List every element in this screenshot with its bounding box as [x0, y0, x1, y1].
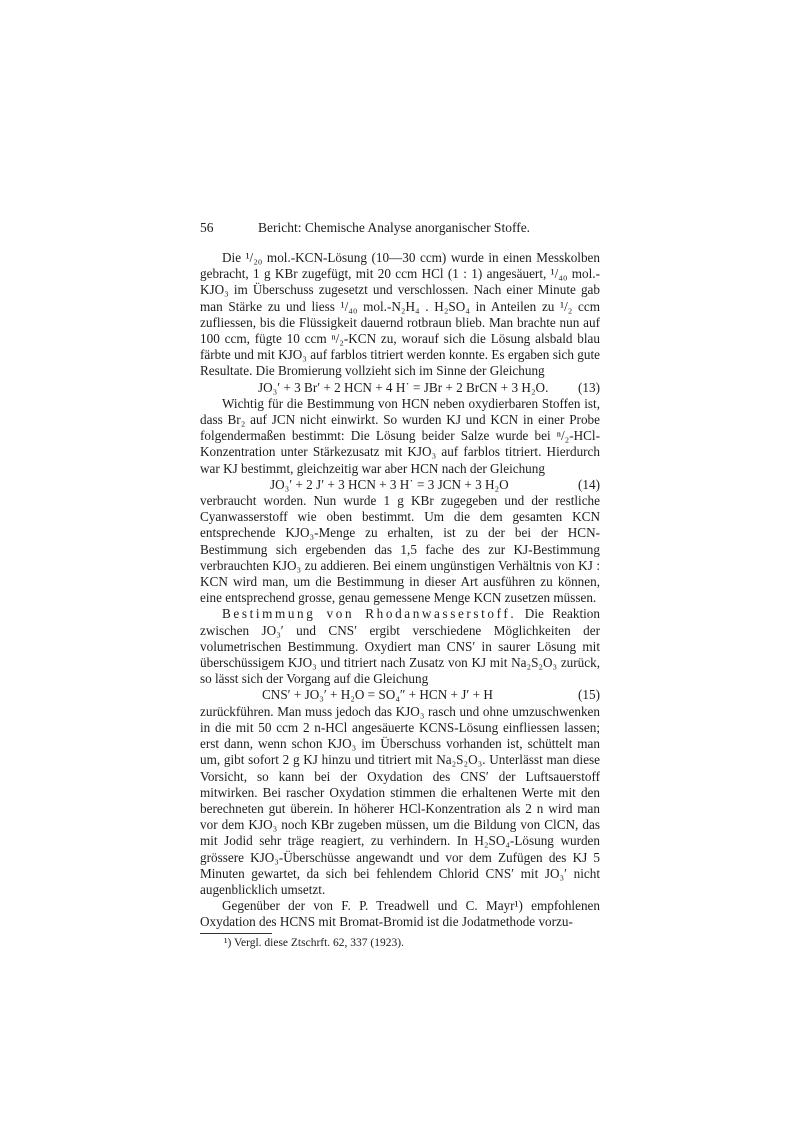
equation-14-number: (14)	[578, 476, 600, 492]
paragraph-comparison: Gegenüber der von F. P. Treadwell und C. Mayr¹) empfohlenen Oxydation des HCNS mit Bromat-Bromid ist die Jodatmethode vorzu-	[200, 898, 600, 930]
page-header	[200, 219, 600, 237]
body-text	[200, 250, 600, 951]
equation-15-formula: CNS′ + JO₃′ + H₂O = SO₄″ + HCN + J′ + H	[262, 687, 493, 703]
paragraph-procedure: zurückführen. Man muss jedoch das KJO₃ rasch und ohne umzuschwenken in die mit 50 ccm 2 n-HCl angesäuerte KCNS-Lösung einfliessen lassen; erst dann, wenn schon KJO₃ im Überschuss vorhanden ist, schüttelt man um, gibt sofort 2 g KJ hinzu und titriert mit Na₂S₂O₃. Unterlässt man diese Vorsicht, so kann bei der Oxydation des CNS′ der Luftsauerstoff mitwirken. Bei rascher Oxydation stimmen die erhaltenen Werte mit den berechneten gut überein. In höherer HCl-Konzentration als 2 n wird man vor dem KJO₃ noch KBr zugeben müssen, um die Bildung von ClCN, das mit Jodid sehr träge reagiert, zu verhindern. In H₂SO₄-Lösung wurden grössere KJO₃-Überschüsse angewandt und vor dem Zufügen des KJ 5 Minuten gewartet, da sich bei fehlendem Chlorid CNS′ mit JO₃′ nicht augenblicklich umsetzt.	[200, 703, 600, 897]
section-heading-rhodanwasserstoff: Bestimmung von Rhodanwasserstoff.	[222, 606, 517, 622]
paragraph-cyanide-method: Die ¹/₂₀ mol.-KCN-Lösung (10—30 ccm) wurde in einen Messkolben gebracht, 1 g KBr zugefügt, mit 20 ccm HCl (1 : 1) angesäuert, ¹/₄₀ mol.-KJO₃ im Überschuss zugesetzt und verschlossen. Nach einer Minute gab man Stärke zu und liess ¹/₄₀ mol.-N₂H₄ . H₂SO₄ in Anteilen zu ¹/₂ ccm zufliessen, bis die Flüssigkeit dauernd rotbraun blieb. Man brachte nun auf 100 ccm, fügte 10 ccm ⁿ/₂-KCN zu, worauf sich die Lösung alsbald blau färbte und mit KJO₃ auf farblos titriert werden konnte. Es ergaben sich gute Resultate. Die Bromierung vollzieht sich im Sinne der Gleichung	[200, 250, 600, 379]
equation-15-number: (15)	[578, 687, 600, 703]
equation-15	[200, 687, 600, 703]
running-title: Bericht: Chemische Analyse anorganischer Stoffe.	[258, 220, 531, 235]
paragraph-thiocyanate-text: Die Reaktion zwischen JO₃′ und CNS′ ergibt verschiedene Möglichkeiten der volumetrischen Bestimmung. Oxydiert man CNS′ in saurer Lösung mit überschüssigem KJO₃ und titriert nach Zusatz von KJ mit Na₂S₂O₃ zurück, so lässt sich der Vorgang auf die Gleichung	[200, 606, 600, 687]
equation-14	[200, 477, 600, 493]
paragraph-kj-kcn: Wichtig für die Bestimmung von HCN neben oxydierbaren Stoffen ist, dass Br₂ auf JCN nicht einwirkt. So wurden KJ und KCN in einer Probe folgendermaßen bestimmt: Die Lösung beider Salze wurde bei ⁿ/₂-HCl-Konzentration unter Stärkezusatz mit KJO₃ auf farblos titriert. Hierdurch war KJ bestimmt, gleichzeitig war aber HCN nach der Gleichung	[200, 395, 600, 476]
equation-13	[200, 380, 600, 396]
page-number: 56	[200, 220, 214, 235]
paragraph-thiocyanate	[200, 606, 600, 687]
footnote-rule	[200, 933, 272, 934]
equation-14-formula: JO₃′ + 2 J′ + 3 HCN + 3 H˙ = 3 JCN + 3 H₂O	[270, 476, 509, 492]
equation-13-number: (13)	[578, 379, 600, 395]
footnote: ¹) Vergl. diese Ztschrft. 62, 337 (1923).	[224, 936, 404, 949]
equation-13-formula: JO₃′ + 3 Br′ + 2 HCN + 4 H˙ = JBr + 2 BrCN + 3 H₂O.	[258, 379, 549, 395]
paragraph-residual-cyanide: verbraucht worden. Nun wurde 1 g KBr zugegeben und der restliche Cyanwasserstoff wie oben bestimmt. Um die dem gesamten KCN entsprechende KJO₃-Menge zu erhalten, ist zu der bei der HCN-Bestimmung sich ergebenden das 1,5 fache des zur KJ-Bestimmung verbrauchten KJO₃ zu addieren. Bei einem ungünstigen Verhältnis von KJ : KCN wird man, um die Bestimmung in dieser Art ausführen zu können, eine entsprechend grosse, genau gemessene Menge KCN zusetzen müssen.	[200, 493, 600, 606]
